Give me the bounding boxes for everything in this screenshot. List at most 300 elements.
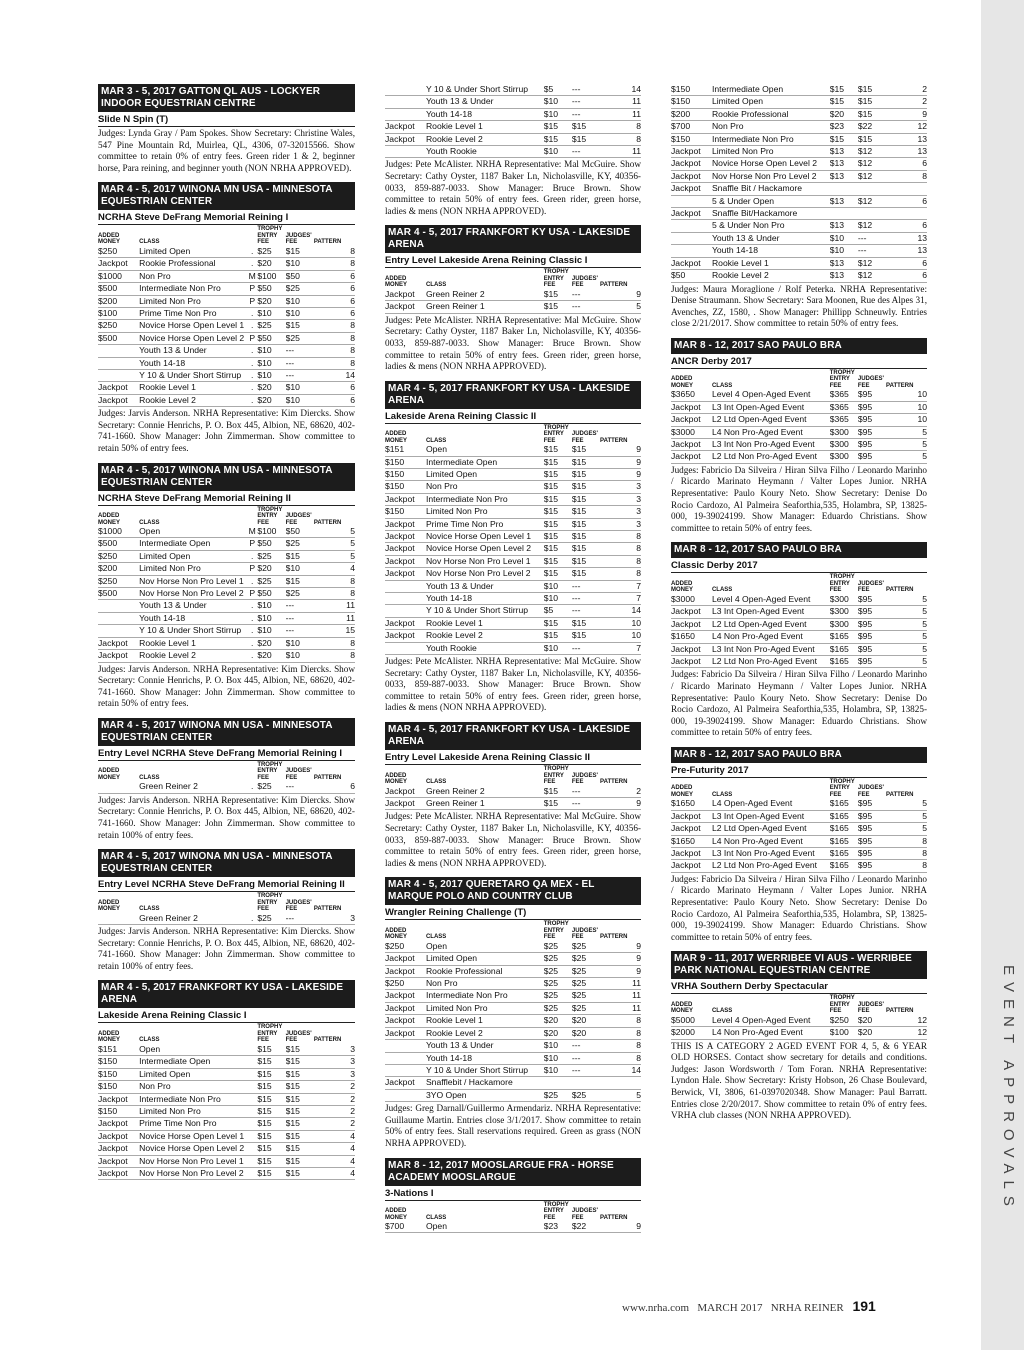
header-label: CLASS [425,1214,447,1221]
class-flag [533,642,543,654]
pattern-number: 10 [886,414,927,426]
header-label: MONEY [385,1214,408,1221]
footer-issue: MARCH 2017 [697,1302,763,1314]
table-row [98,1081,355,1093]
pattern-number: 8 [886,170,927,182]
header-class [139,761,247,782]
class-flag [533,506,543,518]
class-flag [533,990,543,1002]
class-name: Nov Horse Non Pro Level 2 [139,1168,247,1180]
class-flag [819,451,829,463]
pattern-number: 6 [886,270,927,282]
event-notes: Judges: Pete McAlister. NRHA Representative: Mal McGuire. Show Secretary: Cathy Oyster, 1187 Baker Ln, Nicholasville, KY, 40356-0033, 859-887-0033. Show Manager: Bruce Brown. Show committee to retain 50% of entry fees. Green rider, green horse, ladies & mens (NON NRHA APPROVED). [385,811,641,868]
judges-fee: $10 [286,637,314,649]
table-header-row [671,778,927,799]
added-money: $200 [98,563,139,575]
class-name: Intermediate Open [426,456,534,468]
entry-fee: $15 [257,1118,285,1130]
added-money: Jackpot [671,848,712,860]
table-row [385,481,641,493]
added-money: Jackpot [385,518,426,530]
entry-fee: $15 [544,121,572,133]
entry-fee: $15 [544,469,572,481]
table-row [98,283,355,295]
judges-fee: $15 [286,1155,314,1167]
class-name: Youth 14-18 [139,357,247,369]
header-pattern [600,1201,641,1222]
added-money [385,1064,426,1076]
class-table [671,994,927,1039]
pattern-number: 5 [886,439,927,451]
header-class [139,892,247,913]
header-label: TROPHY [829,778,855,785]
added-money: Jackpot [385,568,426,580]
table-row [98,625,355,637]
entry-fee: $165 [830,848,858,860]
table-header-row [671,369,927,390]
table-row [385,518,641,530]
pattern-number: 3 [314,1044,355,1056]
table-row [671,389,927,401]
pattern-number: 3 [600,481,641,493]
header-label: CLASS [425,437,447,444]
class-flag: . [247,600,257,612]
class-flag: . [247,369,257,381]
pattern-number: 4 [314,1143,355,1155]
pattern-number: 12 [886,1027,927,1039]
class-name: Green Reiner 2 [426,786,534,798]
pattern-number: 8 [886,848,927,860]
event-title: Entry Level NCRHA Steve DeFrang Memorial Reining I [98,748,355,761]
entry-fee: $365 [830,401,858,413]
judges-fee: $95 [858,451,886,463]
class-flag [533,493,543,505]
header-pattern [600,268,641,289]
header-label: ENTRY [257,232,278,239]
pattern-number: 9 [600,469,641,481]
class-flag: . [247,625,257,637]
entry-fee: $165 [830,798,858,810]
added-money: Jackpot [385,1002,426,1014]
entry-fee: $10 [544,580,572,592]
pattern-number: 2 [600,786,641,798]
entry-fee: $15 [544,786,572,798]
class-table [98,1023,355,1180]
event-title: Wrangler Reining Challenge (T) [385,907,641,920]
added-money: Jackpot [98,1155,139,1167]
pattern-number: 5 [886,810,927,822]
added-money: Jackpot [671,618,712,630]
header-label: JUDGES' [285,768,312,775]
table-row [98,320,355,332]
judges-fee: --- [572,786,600,798]
pattern-number [886,183,927,195]
class-flag [819,643,829,655]
header-spacer [247,506,257,527]
judges-fee: $15 [286,1168,314,1180]
section-header: MAR 4 - 5, 2017 FRANKFORT KY USA - LAKESIDE ARENA [385,722,641,750]
header-money [671,573,712,594]
class-name: Intermediate Non Pro [139,283,247,295]
entry-fee: $50 [257,283,285,295]
header-label: FEE [571,437,584,444]
added-money [385,1052,426,1064]
table-row [98,650,355,662]
table-row [98,526,355,538]
class-name: L4 Non Pro-Aged Event [712,426,820,438]
class-flag: . [247,575,257,587]
class-name: Green Reiner 1 [426,797,534,809]
judges-fee: $15 [572,543,600,555]
class-flag [819,245,829,257]
table-row [671,655,927,667]
header-judges-fee [286,1023,314,1044]
added-money: $1650 [671,631,712,643]
table-row [98,1056,355,1068]
class-name: Limited Open [426,953,534,965]
column-3 [671,84,927,1122]
table-row [98,332,355,344]
added-money: Jackpot [385,493,426,505]
added-money: $150 [98,1081,139,1093]
header-label: JUDGES' [285,232,312,239]
added-money [98,625,139,637]
header-label: JUDGES' [857,1001,884,1008]
entry-fee: $23 [544,1221,572,1233]
judges-fee: $20 [858,1027,886,1039]
table-row [385,568,641,580]
table-row [671,245,927,257]
class-flag [819,208,829,220]
entry-fee: $25 [257,575,285,587]
added-money: Jackpot [98,394,139,406]
class-flag [533,786,543,798]
added-money: Jackpot [385,965,426,977]
header-spacer [533,1201,543,1222]
judges-fee: --- [572,96,600,108]
footer-site[interactable]: www.nrha.com [622,1302,690,1314]
judges-fee: $95 [858,631,886,643]
pattern-number: 6 [314,283,355,295]
event-notes: Judges: Jarvis Anderson. NRHA Representative: Kim Diercks. Show Secretary: Connie Henrichs, P. O. Box 445, Albion, NE, 68620, 402-741-1660. Show Manager: John Zimmerman. Show committee to retain 50% of entry fees. [98,408,355,453]
pattern-number: 8 [600,121,641,133]
header-label: MONEY [671,382,694,389]
added-money [98,612,139,624]
entry-fee: $50 [257,332,285,344]
header-label: JUDGES' [857,580,884,587]
header-class [426,765,534,786]
header-label: JUDGES' [571,1208,598,1214]
section-header: MAR 4 - 5, 2017 FRANKFORT KY USA - LAKESIDE ARENA [98,980,355,1008]
class-name: Limited Non Pro [139,295,247,307]
pattern-number: 2 [886,84,927,96]
table-row [98,612,355,624]
header-label: MONEY [671,791,694,798]
added-money [98,913,139,925]
class-flag [533,456,543,468]
added-money: Jackpot [671,439,712,451]
class-name: Green Reiner 2 [139,913,247,925]
table-row [385,84,641,96]
header-label: CLASS [139,774,160,781]
class-flag: . [247,320,257,332]
added-money: $3000 [671,594,712,606]
added-money: Jackpot [385,630,426,642]
header-entry-fee [544,424,572,445]
pattern-number: 7 [600,593,641,605]
header-label: PATTERN [313,1037,342,1044]
header-label: CLASS [139,519,160,526]
pattern-number: 8 [314,637,355,649]
entry-fee: $25 [544,1089,572,1101]
table-row [385,1052,641,1064]
pattern-number: 5 [886,823,927,835]
class-name: Youth 13 & Under [712,232,820,244]
header-label: PATTERN [600,1214,628,1221]
footer-magazine: NRHA REINER [770,1302,844,1314]
pattern-number: 11 [600,1002,641,1014]
table-row [385,1221,641,1233]
class-flag [819,414,829,426]
class-flag [819,389,829,401]
class-flag [819,158,829,170]
pattern-number: 9 [600,797,641,809]
pattern-number: 8 [600,531,641,543]
pattern-number: 8 [314,332,355,344]
header-entry-fee [257,1023,285,1044]
class-flag [247,1118,257,1130]
entry-fee: $15 [257,1081,285,1093]
class-name: L2 Ltd Non Pro-Aged Event [712,860,820,872]
header-label: MONEY [385,282,408,289]
entry-fee: $165 [830,631,858,643]
judges-fee: $15 [572,456,600,468]
judges-fee: --- [572,289,600,301]
header-label: MONEY [98,239,121,246]
judges-fee: $95 [858,810,886,822]
judges-fee: --- [572,146,600,158]
header-label: FEE [857,382,870,389]
entry-fee: $165 [830,835,858,847]
added-money [98,345,139,357]
added-money: $150 [671,133,712,145]
header-label: TROPHY [257,761,283,768]
table-row [385,1089,641,1101]
pattern-number: 5 [886,655,927,667]
judges-fee: $15 [572,506,600,518]
header-label: MONEY [385,437,408,444]
entry-fee: $15 [544,531,572,543]
table-row [385,1040,641,1052]
judges-fee: $12 [858,158,886,170]
header-pattern [314,1023,355,1044]
header-class [426,1201,534,1222]
header-pattern [600,424,641,445]
header-pattern [600,920,641,941]
section-header: MAR 4 - 5, 2017 WINONA MN USA - MINNESOTA EQUESTRIAN CENTER [98,182,355,210]
header-label: FEE [857,587,870,594]
class-flag: . [247,781,257,793]
table-row [98,270,355,282]
table-header-row [385,1201,641,1222]
section-header: MAR 4 - 5, 2017 FRANKFORT KY USA - LAKESIDE ARENA [385,225,641,253]
pattern-number: 8 [314,575,355,587]
table-row [98,1155,355,1167]
added-money: $151 [98,1044,139,1056]
header-pattern [314,761,355,782]
header-pattern [886,778,927,799]
class-flag [533,289,543,301]
entry-fee: $20 [544,1027,572,1039]
pattern-number: 2 [314,1093,355,1105]
entry-fee: $5 [544,605,572,617]
added-money: Jackpot [385,531,426,543]
class-name: Limited Non Pro [712,146,820,158]
pattern-number: 9 [600,456,641,468]
judges-fee: $12 [858,220,886,232]
entry-fee: $20 [257,637,285,649]
entry-fee: $300 [830,439,858,451]
class-flag [819,170,829,182]
class-name: Youth 14-18 [426,1052,534,1064]
header-label: FEE [285,519,298,526]
entry-fee: $300 [830,618,858,630]
section-header: MAR 8 - 12, 2017 MOOSLARGUE FRA - HORSE ACADEMY MOOSLARGUE [385,1158,641,1186]
table-row [98,575,355,587]
table-row [671,270,927,282]
table-row [385,555,641,567]
entry-fee: $13 [830,195,858,207]
entry-fee: $25 [544,1002,572,1014]
event-title: NCRHA Steve DeFrang Memorial Reining II [98,493,355,506]
header-label: CLASS [139,239,160,246]
class-name: Youth 14-18 [139,612,247,624]
entry-fee: $25 [257,781,285,793]
header-money [98,225,139,246]
header-money [385,424,426,445]
table-row [98,538,355,550]
class-flag [819,220,829,232]
judges-fee [858,208,886,220]
header-spacer [533,765,543,786]
table-row [671,606,927,618]
class-flag: M [248,270,256,281]
class-name: Limited Open [139,246,247,258]
header-label: CLASS [711,587,733,594]
added-money: $100 [98,307,139,319]
event-title: ANCR Derby 2017 [671,356,927,369]
section-header: MAR 4 - 5, 2017 WINONA MN USA - MINNESOTA EQUESTRIAN CENTER [98,718,355,746]
class-flag [819,146,829,158]
added-money: $1650 [671,798,712,810]
judges-fee: --- [286,625,314,637]
added-money [385,605,426,617]
added-money: $700 [671,121,712,133]
class-name: Novice Horse Open Level 1 [139,1130,247,1142]
class-name: Non Pro [139,270,247,282]
table-row [671,170,927,182]
added-money: Jackpot [385,555,426,567]
header-label: JUDGES' [285,513,312,520]
pattern-number: 3 [314,1068,355,1080]
header-label: PATTERN [600,934,628,941]
header-entry-fee [544,1201,572,1222]
added-money: Jackpot [671,451,712,463]
pattern-number: 8 [314,357,355,369]
class-flag: . [247,637,257,649]
sidebar-label: EVENT APPROVALS [1000,965,1017,1213]
entry-fee: $15 [544,506,572,518]
event-notes: Judges: Pete McAlister. NRHA Representative: Mal McGuire. Show Secretary: Cathy Oyster, 1187 Baker Ln, Nicholasville, KY, 40356-0033, 859-887-0033. Show Manager: Bruce Brown. Show committee to retain 50% of entry fees. Green rider, green horse, ladies & mens (NON NRHA APPROVED). [385,656,641,713]
pattern-number: 8 [600,568,641,580]
class-name: Y 10 & Under Short Stirrup [426,605,534,617]
judges-fee [572,1077,600,1089]
class-flag [247,1130,257,1142]
class-name: L4 Non Pro-Aged Event [712,835,820,847]
header-label: FEE [571,1214,584,1221]
table-header-row [98,1023,355,1044]
event-notes: Judges: Jarvis Anderson. NRHA Representative: Kim Diercks. Show Secretary: Connie Henrichs, P. O. Box 445, Albion, NE, 68620, 402-741-1660. Show Manager: John Zimmerman. Show committee to retain 100% of entry fees. [98,794,355,840]
judges-fee: --- [286,600,314,612]
judges-fee: $95 [858,389,886,401]
entry-fee: $10 [544,1040,572,1052]
class-flag [533,953,543,965]
header-label: FEE [257,774,269,781]
section-header: MAR 4 - 5, 2017 FRANKFORT KY USA - LAKESIDE ARENA [385,381,641,409]
pattern-number: 6 [886,195,927,207]
table-row [98,258,355,270]
judges-fee: --- [286,357,314,369]
judges-fee: $25 [572,990,600,1002]
class-flag: . [247,307,257,319]
table-row [98,1118,355,1130]
class-flag [819,133,829,145]
class-name: Nov Horse Non Pro Level 2 [139,588,247,600]
judges-fee: $12 [858,195,886,207]
header-label: FEE [857,1008,870,1015]
judges-fee: $10 [286,394,314,406]
header-label: ADDED [671,785,693,792]
entry-fee: $10 [257,369,285,381]
table-row [98,781,355,793]
judges-fee: $22 [572,1221,600,1233]
judges-fee [858,183,886,195]
pattern-number: 5 [886,451,927,463]
header-judges-fee [858,994,886,1015]
pattern-number: 10 [600,630,641,642]
class-table [671,84,927,283]
table-row [671,860,927,872]
table-row [385,456,641,468]
class-table [385,1201,641,1234]
class-name: Intermediate Non Pro [712,133,820,145]
pattern-number: 8 [314,320,355,332]
entry-fee: $13 [830,146,858,158]
class-flag [819,121,829,133]
class-name: L4 Non Pro-Aged Event [712,1027,820,1039]
event-title: Slide N Spin (T) [98,114,355,127]
pattern-number: 5 [600,1089,641,1101]
event-title: Lakeside Arena Reining Classic II [385,411,641,424]
header-label: JUDGES' [571,927,598,934]
pattern-number: 8 [314,246,355,258]
class-flag [819,618,829,630]
table-row [671,643,927,655]
header-label: ADDED [98,1030,120,1037]
class-table [385,268,641,313]
added-money: Jackpot [385,953,426,965]
added-money: $150 [385,469,426,481]
